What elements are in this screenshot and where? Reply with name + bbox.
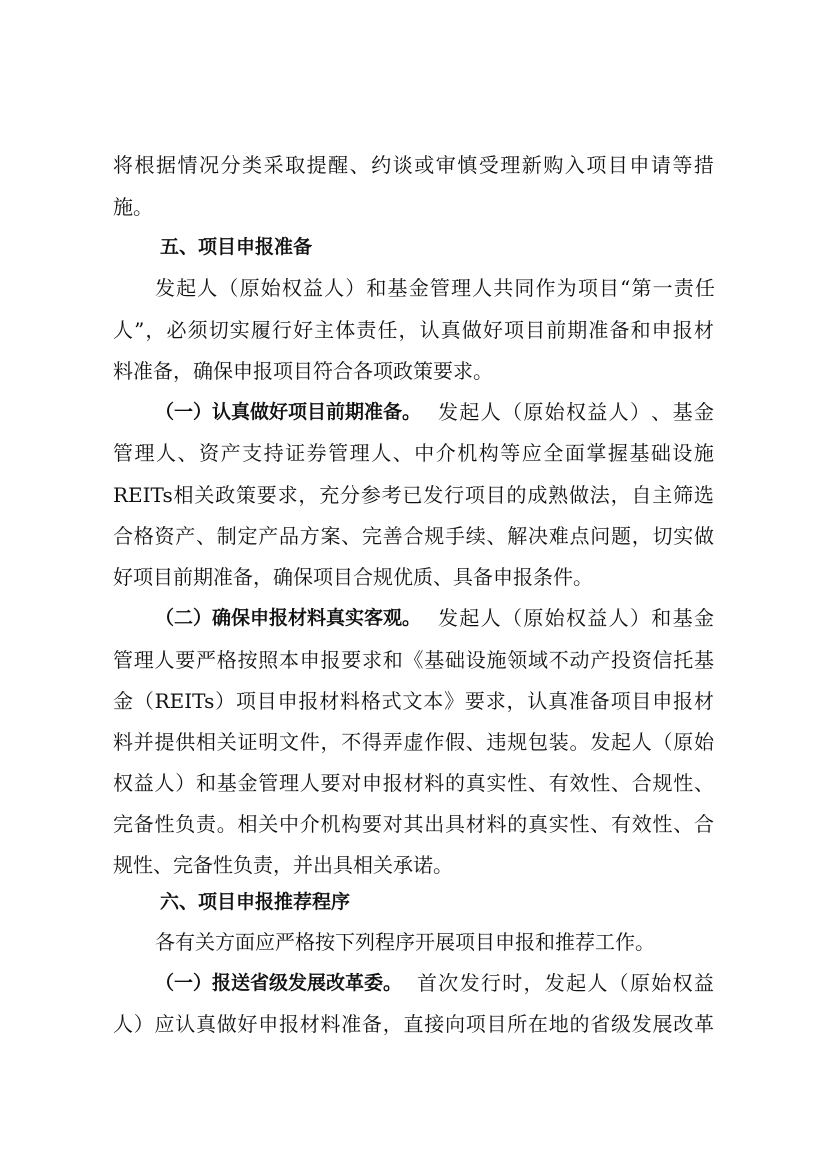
paragraph-line — [0, 516, 826, 556]
subsection-5-2-line-1: 发 起 人 （ 原 始 权 益 人 ） 和 基 金 — [438, 606, 714, 630]
paragraph-line — [0, 922, 826, 962]
intro-line-1: 将 根 据 情 况 分 类 采 取 提 醒 、 约 谈 或 审 慎 受 理 新 购 入 项 目 申 请 等 措 — [113, 153, 714, 177]
intro-line-2: 施。 — [113, 195, 153, 219]
section-heading-6: 六、项目申报推荐程序 — [160, 891, 351, 913]
paragraph-line — [0, 475, 826, 515]
paragraph-line — [0, 598, 826, 638]
paragraph-line — [0, 640, 826, 680]
subsection-5-1-line-4: 合 格 资 产 、 制 定 产 品 方 案 、 完 善 合 规 手 续 、 解 决 难 点 问 题 ， 切 实 做 — [113, 524, 714, 548]
paragraph-line — [0, 681, 826, 721]
paragraph-line — [0, 804, 826, 844]
subsection-5-1-line-2: 管 理 人 、 资 产 支 持 证 券 管 理 人 、 中 介 机 构 等 应 全 面 掌 握 基 础 设 施 — [113, 441, 714, 465]
paragraph-line — [0, 351, 826, 391]
paragraph-line — [0, 268, 826, 308]
paragraph-line — [0, 1004, 826, 1044]
subsection-5-2-line-4: 料 并 提 供 相 关 证 明 文 件 ， 不 得 弄 虚 作 假 、 违 规 包 装 。 发 起 人 （ 原 始 — [113, 730, 714, 754]
section6-para-line-1: 各有关方面应严格按下列程序开展项目申报和推荐工作。 — [155, 930, 655, 954]
subsection-5-2-line-2: 管 理 人 要 严 格 按 照 本 申 报 要 求 和 《 基 础 设 施 领 域 不 动 产 投 资 信 托 基 — [113, 648, 714, 672]
paragraph-line — [0, 722, 826, 762]
subsection-6-1-line-2: 人 ） 应 认 真 做 好 申 报 材 料 准 备 ， 直 接 向 项 目 所 在 地 的 省 级 发 展 改 革 — [113, 1012, 714, 1036]
paragraph-line — [0, 392, 826, 432]
section5-para-line-2: 人 ” ， 必 须 切 实 履 行 好 主 体 责 任 ， 认 真 做 好 项 目 前 期 准 备 和 申 报 材 — [113, 318, 714, 342]
paragraph-line — [0, 145, 826, 185]
subsection-5-2-line-6: 完 备 性 负 责 。 相 关 中 介 机 构 要 对 其 出 具 材 料 的 真 实 性 、 有 效 性 、 合 — [113, 812, 714, 836]
subsection-5-2-title: （二）确保申报材料真实客观。 — [155, 607, 422, 629]
paragraph-line — [0, 557, 826, 597]
subsection-5-1-title: （一）认真做好项目前期准备。 — [155, 401, 422, 423]
subsection-5-2-line-3: 金 （ REITs ） 项 目 申 报 材 料 格 式 文 本 》 要 求 ， 认 真 准 备 项 目 申 报 材 — [113, 689, 714, 713]
section5-para-line-3: 料准备，确保申报项目符合各项政策要求。 — [113, 359, 493, 383]
paragraph-line — [0, 310, 826, 350]
subsection-5-1-line-5: 好项目前期准备，确保项目合规优质、具备申报条件。 — [113, 565, 593, 589]
paragraph-line — [0, 763, 826, 803]
subsection-6-1-title: （一）报送省级发展改革委。 — [155, 972, 403, 994]
paragraph-line — [0, 845, 826, 885]
subsection-6-1-line-1: 首 次 发 行 时 ， 发 起 人 （ 原 始 权 益 — [417, 971, 714, 995]
paragraph-line — [0, 187, 826, 227]
section5-para-line-1: 发 起 人 （ 原 始 权 益 人 ） 和 基 金 管 理 人 共 同 作 为 项 目 “ 第 一 责 任 — [155, 276, 715, 300]
section-heading-5: 五、项目申报准备 — [160, 236, 313, 258]
subsection-5-1-line-3: REITs 相 关 政 策 要 求 ， 充 分 参 考 已 发 行 项 目 的 成 熟 做 法 ， 自 主 筛 选 — [113, 483, 714, 507]
subsection-5-1-line-1: 发 起 人 （ 原 始 权 益 人 ） 、 基 金 — [438, 400, 714, 424]
subsection-5-2-line-5: 权 益 人 ） 和 基 金 管 理 人 要 对 申 报 材 料 的 真 实 性 、 有 效 性 、 合 规 性 、 — [113, 771, 714, 795]
paragraph-line — [0, 433, 826, 473]
paragraph-line — [0, 963, 826, 1003]
subsection-5-2-line-7: 规性、完备性负责，并出具相关承诺。 — [113, 853, 453, 877]
